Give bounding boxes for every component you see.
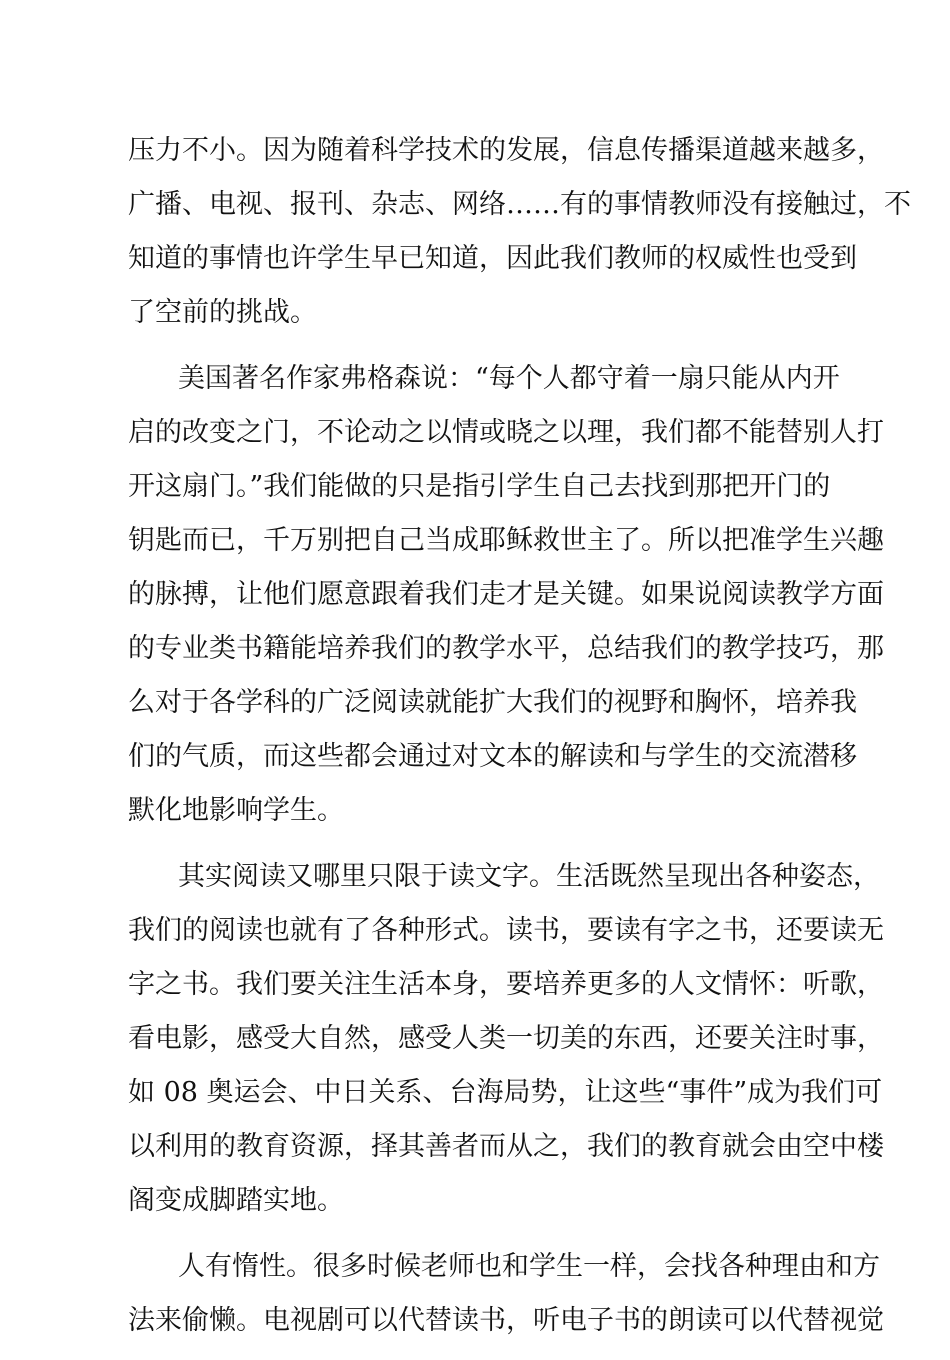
- text-line: 的脉搏，让他们愿意跟着我们走才是关键。如果说阅读教学方面: [128, 579, 884, 610]
- paragraph-2: [128, 352, 884, 838]
- text-line: 们的气质，而这些都会通过对文本的解读和与学生的交流潜移: [128, 741, 857, 772]
- text-line: 广播、电视、报刊、杂志、网络……有的事情教师没有接触过，不: [128, 189, 911, 220]
- text-line: 开这扇门。”我们能做的只是指引学生自己去找到那把开门的: [128, 471, 831, 502]
- text-line: 阁变成脚踏实地。: [128, 1185, 344, 1216]
- text-line: 了空前的挑战。: [128, 297, 317, 328]
- text-line: 看电影，感受大自然，感受人类一切美的东西，还要关注时事，: [128, 1023, 884, 1054]
- text-line: 美国著名作家弗格森说：“每个人都守着一扇只能从内开: [178, 363, 840, 394]
- text-line: 以利用的教育资源，择其善者而从之，我们的教育就会由空中楼: [128, 1131, 884, 1162]
- paragraph-3: [128, 850, 884, 1228]
- text-line: 人有惰性。很多时候老师也和学生一样，会找各种理由和方: [178, 1251, 880, 1282]
- text-line: 么对于各学科的广泛阅读就能扩大我们的视野和胸怀，培养我: [128, 687, 857, 718]
- text-line: 默化地影响学生。: [128, 795, 344, 826]
- text-line: 我们的阅读也就有了各种形式。读书，要读有字之书，还要读无: [128, 915, 884, 946]
- text-line: 如 08 奥运会、中日关系、台海局势，让这些“事件”成为我们可: [128, 1077, 883, 1108]
- text-line: 字之书。我们要关注生活本身，要培养更多的人文情怀：听歌，: [128, 969, 884, 1000]
- text-line: 启的改变之门，不论动之以情或晓之以理，我们都不能替别人打: [128, 417, 884, 448]
- text-line: 法来偷懒。电视剧可以代替读书，听电子书的朗读可以代替视觉: [128, 1305, 884, 1336]
- text-line: 知道的事情也许学生早已知道，因此我们教师的权威性也受到: [128, 243, 857, 274]
- text-line: 压力不小。因为随着科学技术的发展，信息传播渠道越来越多，: [128, 135, 884, 166]
- text-line: 的专业类书籍能培养我们的教学水平，总结我们的教学技巧，那: [128, 633, 884, 664]
- paragraph-1: [128, 124, 911, 340]
- paragraph-4: [128, 1240, 884, 1348]
- body-text: [128, 124, 911, 1360]
- text-line: 钥匙而已，千万别把自己当成耶稣救世主了。所以把准学生兴趣: [128, 525, 884, 556]
- text-line: 其实阅读又哪里只限于读文字。生活既然呈现出各种姿态，: [178, 861, 880, 892]
